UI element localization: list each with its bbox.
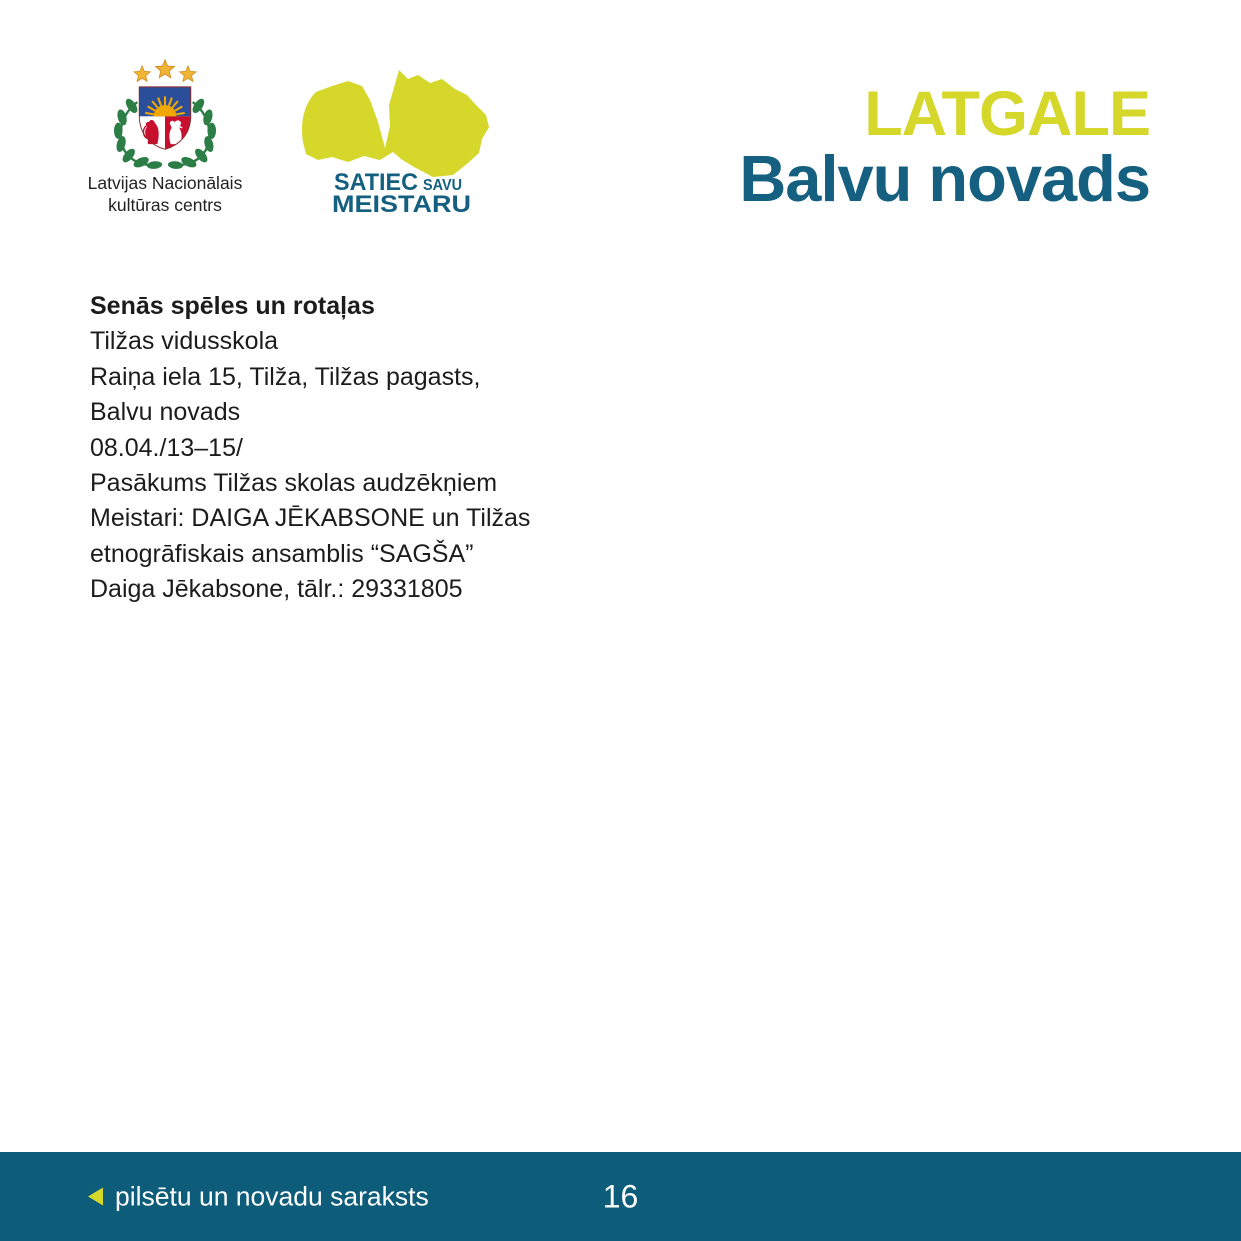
org-logo [70,58,260,216]
region-title: LATGALE [864,79,1150,149]
page-headings [739,79,1150,215]
campaign-word-satiec: SATIEC [334,169,418,196]
event-audience-note: Pasākums Tilžas skolas audzēkņiem [90,469,498,498]
footer-bar [0,1152,1241,1241]
event-date-time: 08.04./13–15/ [90,433,243,462]
campaign-word-savu: SAVU [423,177,462,194]
back-to-list-link[interactable] [88,1181,429,1212]
back-link-label: pilsētu un novadu saraksts [115,1181,429,1211]
campaign-word-meistaru: MEISTARU [332,191,471,218]
event-listing [90,289,710,608]
coat-of-arms-icon [103,58,227,171]
org-name-line1: Latvijas Nacionālais [87,173,243,193]
event-masters-line2: etnogrāfiskais ansamblis “SAGŠA” [90,539,474,568]
page-number: 16 [602,1178,639,1214]
event-address-line1: Raiņa iela 15, Tilža, Tilžas pagasts, [90,362,481,391]
org-name-line2: kultūras centrs [108,194,222,215]
back-arrow-icon [88,1188,103,1206]
event-title: Senās spēles un rotaļas [90,292,375,320]
org-name [70,173,260,216]
event-contact: Daiga Jēkabsone, tālr.: 29331805 [90,575,463,604]
event-venue: Tilžas vidusskola [90,327,279,356]
event-address-line2: Balvu novads [90,398,241,427]
satiec-savu-meistaru-logo [292,60,492,225]
latvia-map-icon [302,70,489,177]
event-masters-line1: Meistari: DAIGA JĒKABSONE un Tilžas [90,504,531,533]
municipality-title: Balvu novads [739,142,1150,215]
